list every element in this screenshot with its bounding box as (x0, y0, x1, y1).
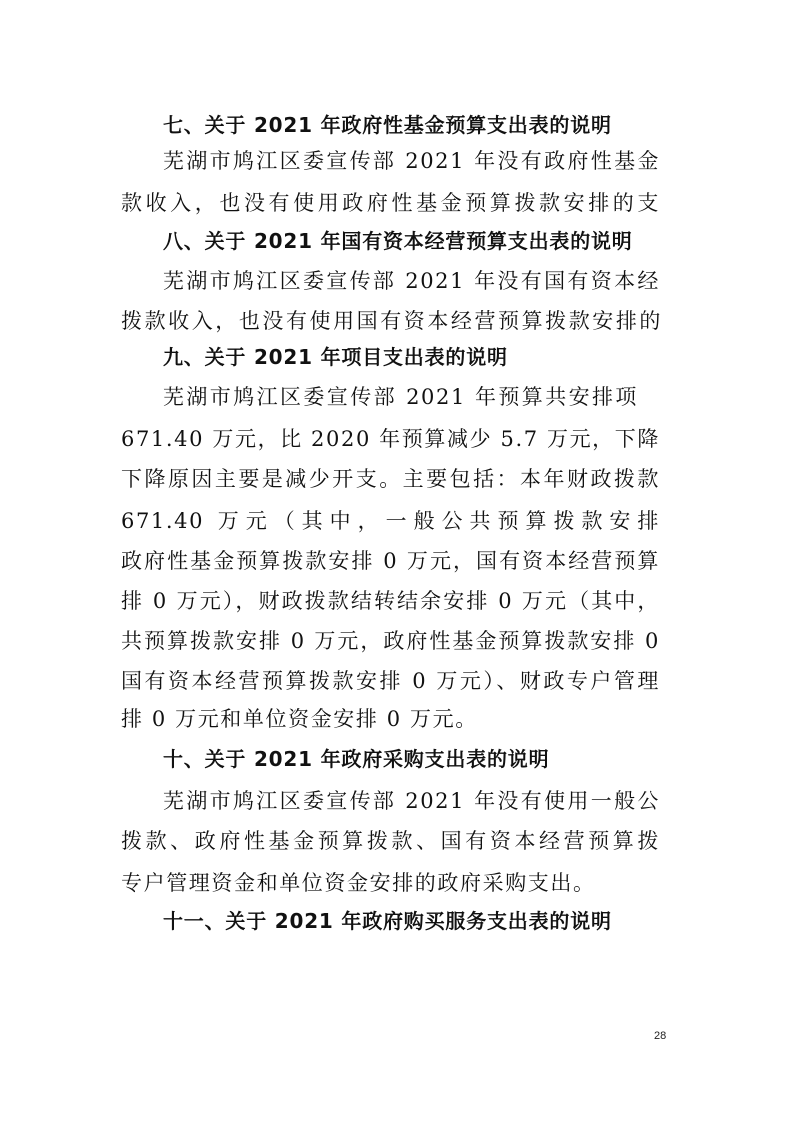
paragraph-line: 671.40 万元，比 2020 年预算减少 5.7 万元，下降 (121, 427, 660, 451)
section-heading: 七、关于 2021 年政府性基金预算支出表的说明 (163, 113, 612, 137)
page-number: 28 (654, 1030, 667, 1042)
paragraph-line: 671.40 万元（其中，一般公共预算拨款安排 (121, 509, 660, 533)
paragraph-line: 拨款、政府性基金预算拨款、国有资本经营预算拨 (121, 829, 660, 853)
paragraph-line: 芜湖市鸠江区委宣传部 2021 年没有国有资本经 (163, 269, 660, 293)
paragraph-line: 款收入，也没有使用政府性基金预算拨款安排的支 (121, 191, 660, 215)
paragraph-line: 共预算拨款安排 0 万元，政府性基金预算拨款安排 0 (121, 629, 660, 653)
section-heading: 九、关于 2021 年项目支出表的说明 (163, 345, 508, 369)
section-heading: 十一、关于 2021 年政府购买服务支出表的说明 (163, 909, 612, 933)
paragraph-line: 芜湖市鸠江区委宣传部 2021 年预算共安排项 (163, 385, 638, 409)
paragraph-line: 国有资本经营预算拨款安排 0 万元）、财政专户管理 (121, 669, 660, 693)
paragraph-line: 芜湖市鸠江区委宣传部 2021 年没有使用一般公 (163, 789, 660, 813)
paragraph-line: 排 0 万元和单位资金安排 0 万元。 (121, 707, 478, 731)
paragraph-line: 芜湖市鸠江区委宣传部 2021 年没有政府性基金 (163, 149, 660, 173)
paragraph-line: 专户管理资金和单位资金安排的政府采购支出。 (121, 871, 596, 895)
section-heading: 八、关于 2021 年国有资本经营预算支出表的说明 (163, 229, 633, 253)
paragraph-line: 政府性基金预算拨款安排 0 万元，国有资本经营预算 (121, 549, 660, 573)
section-heading: 十、关于 2021 年政府采购支出表的说明 (163, 747, 550, 771)
paragraph-line: 拨款收入，也没有使用国有资本经营预算拨款安排的 (121, 309, 662, 333)
paragraph-line: 下降原因主要是减少开支。主要包括：本年财政拨款 (121, 467, 660, 491)
paragraph-line: 排 0 万元），财政拨款结转结余安排 0 万元（其中， (121, 589, 660, 613)
